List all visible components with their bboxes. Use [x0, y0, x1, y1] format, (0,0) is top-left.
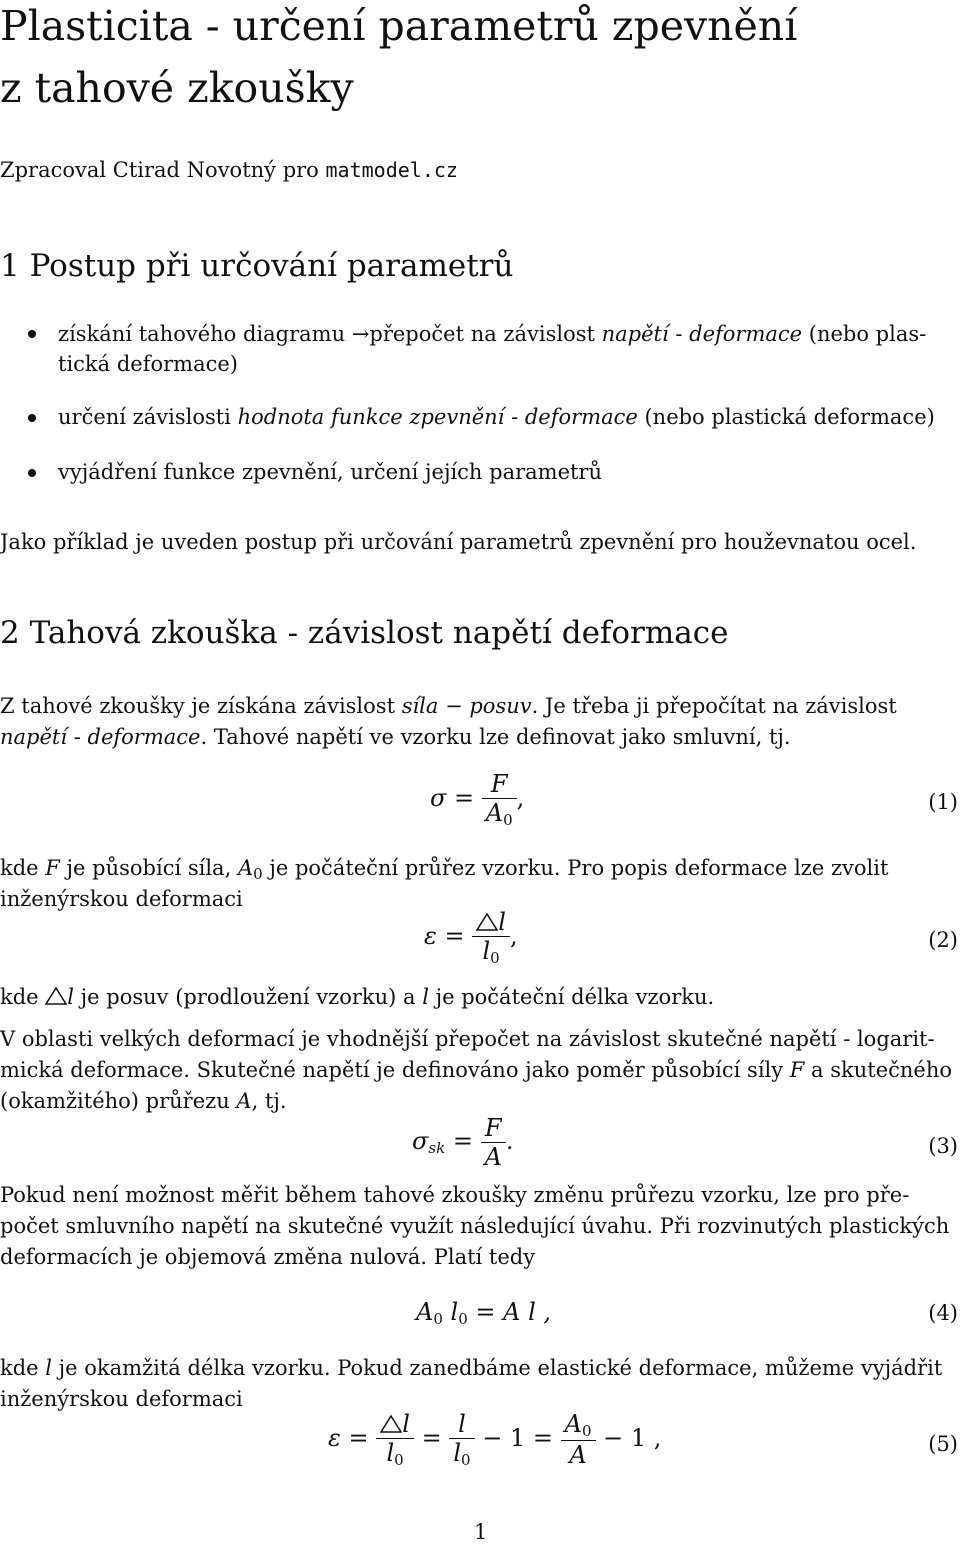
- bullet-1-line-2: tická deformace): [58, 352, 238, 376]
- eq3-denominator: A: [484, 1143, 502, 1171]
- equation-2: [424, 908, 518, 967]
- page-number: 1: [474, 1520, 488, 1544]
- author-prefix: Zpracoval Ctirad Novotný pro: [0, 158, 319, 182]
- bullet-1-text-d: (nebo plas-: [802, 322, 927, 346]
- eq2-tail: ,: [509, 922, 518, 950]
- triangle-icon: [380, 1415, 402, 1433]
- equation-5-number: (5): [928, 1432, 958, 1456]
- eq5-fraction-3: $\frac{A_0}{A}$: [561, 1410, 596, 1469]
- bullet-1-line-1: [58, 322, 926, 346]
- bullet-dot-1: [28, 330, 36, 338]
- p5-line-1: Pokud není možnost měřit během tahové zkoušky změnu průřezu vzorku, lze pro pře-: [0, 1183, 910, 1207]
- eq2-lhs: ε =: [424, 922, 465, 950]
- eq5-lhs: ε =: [328, 1424, 369, 1452]
- p2-line-2: inženýrskou deformaci: [0, 887, 243, 911]
- equation-3-number: (3): [928, 1134, 958, 1158]
- bullet-2-text-a: určení závislosti: [58, 405, 238, 429]
- equation-1: [430, 770, 524, 829]
- eq1-lhs: σ =: [430, 784, 475, 812]
- eq3-fraction: [481, 1114, 506, 1171]
- bullet-dot-3: [28, 469, 36, 477]
- equation-2-number: (2): [928, 928, 958, 952]
- equation-1-number: (1): [928, 790, 958, 814]
- equation-4: $A_0$ $l_0 = A$ l ,: [416, 1298, 552, 1328]
- eq5-fraction-2: $\frac{l}{l_0}$: [449, 1410, 474, 1469]
- eq1-denominator: $A_0$: [485, 799, 513, 829]
- p6-line-1: kde l je okamžitá délka vzorku. Pokud zanedbáme elastické deformace, můžeme vyjádřit: [0, 1356, 943, 1380]
- triangle-icon: [476, 913, 498, 931]
- bullet-2: [58, 405, 935, 429]
- eq3-numerator: F: [481, 1114, 506, 1143]
- section-2-heading: 2 Tahová zkouška - závislost napětí deformace: [0, 615, 729, 651]
- p5-line-2: počet smluvního napětí na skutečné využít následující úvahu. Při rozvinutých plastických: [0, 1214, 950, 1238]
- p1-text-d: napětí - deformace: [0, 725, 201, 749]
- eq1-fraction: [482, 770, 517, 829]
- author-line: [0, 158, 458, 182]
- eq3-lhs: σ: [412, 1127, 429, 1155]
- p1-text-e: . Tahové napětí ve vzorku lze definovat jako smluvní, tj.: [200, 725, 791, 749]
- p6-line-2: inženýrskou deformaci: [0, 1387, 243, 1411]
- bullet-1-text-c: napětí - deformace: [601, 322, 803, 346]
- p2-line-1: kde F je působící síla, $A_0$ je počáteční průřez vzorku. Pro popis deformace lze zvolit: [0, 856, 889, 883]
- bullet-dot-2: [28, 414, 36, 422]
- p4-line-2: mická deformace. Skutečné napětí je definováno jako poměr působící síly F a skutečného: [0, 1058, 953, 1082]
- p1-text-c: . Je třeba ji přepočítat na závislost: [531, 694, 897, 718]
- section-1-heading: 1 Postup při určování parametrů: [0, 248, 514, 284]
- equation-4-number: (4): [928, 1301, 958, 1325]
- p1-line-1: [0, 694, 897, 718]
- triangle-icon: [45, 987, 67, 1005]
- arrow-right-icon: →: [351, 322, 370, 346]
- p1-line-2: [0, 725, 791, 749]
- p4-line-1: V oblasti velkých deformací je vhodnější přepočet na závislost skutečné napětí - logarit-: [0, 1027, 935, 1051]
- eq2-fraction: [472, 908, 510, 967]
- eq3-tail: .: [505, 1127, 514, 1155]
- title-line-2: z tahové zkoušky: [0, 64, 354, 112]
- bullet-1-text-a: získání tahového diagramu: [58, 322, 352, 346]
- bullet-2-text-c: (nebo plastická deformace): [637, 405, 935, 429]
- bullet-2-text-b: hodnota funkce zpevnění - deformace: [237, 405, 638, 429]
- p1-text-b: síla − posuv: [401, 694, 532, 718]
- eq2-denominator: $l_0$: [482, 937, 500, 967]
- eq2-numerator: l: [472, 908, 510, 937]
- eq1-numerator: F: [482, 770, 517, 799]
- example-paragraph: Jako příklad je uveden postup při určování parametrů zpevnění pro houževnatou ocel.: [0, 530, 917, 554]
- p5-line-3: deformacích je objemová změna nulová. Platí tedy: [0, 1245, 536, 1269]
- p4-line-3: (okamžitého) průřezu A, tj.: [0, 1089, 287, 1113]
- author-site: matmodel.cz: [325, 158, 458, 182]
- eq1-tail: ,: [516, 784, 525, 812]
- bullet-3: vyjádření funkce zpevnění, určení jejích parametrů: [58, 460, 603, 484]
- bullet-1-text-b: přepočet na závislost: [369, 322, 602, 346]
- title-line-1: Plasticita - určení parametrů zpevnění: [0, 2, 798, 50]
- p3: kde l je posuv (prodloužení vzorku) a l je počáteční délka vzorku.: [0, 985, 715, 1009]
- eq5-fraction-1: $\frac{l}{l_0}$: [376, 1410, 414, 1469]
- equation-3: $\sigma_{sk}$ = $\frac{F}{A}$ .: [412, 1114, 514, 1171]
- p1-text-a: Z tahové zkoušky je získána závislost: [0, 694, 402, 718]
- equation-5: ε = $\frac{l}{l_0}$ = $\frac{l}{l_0}$ − 1 = $\frac{A_0}{A}$ − 1 ,: [328, 1410, 662, 1469]
